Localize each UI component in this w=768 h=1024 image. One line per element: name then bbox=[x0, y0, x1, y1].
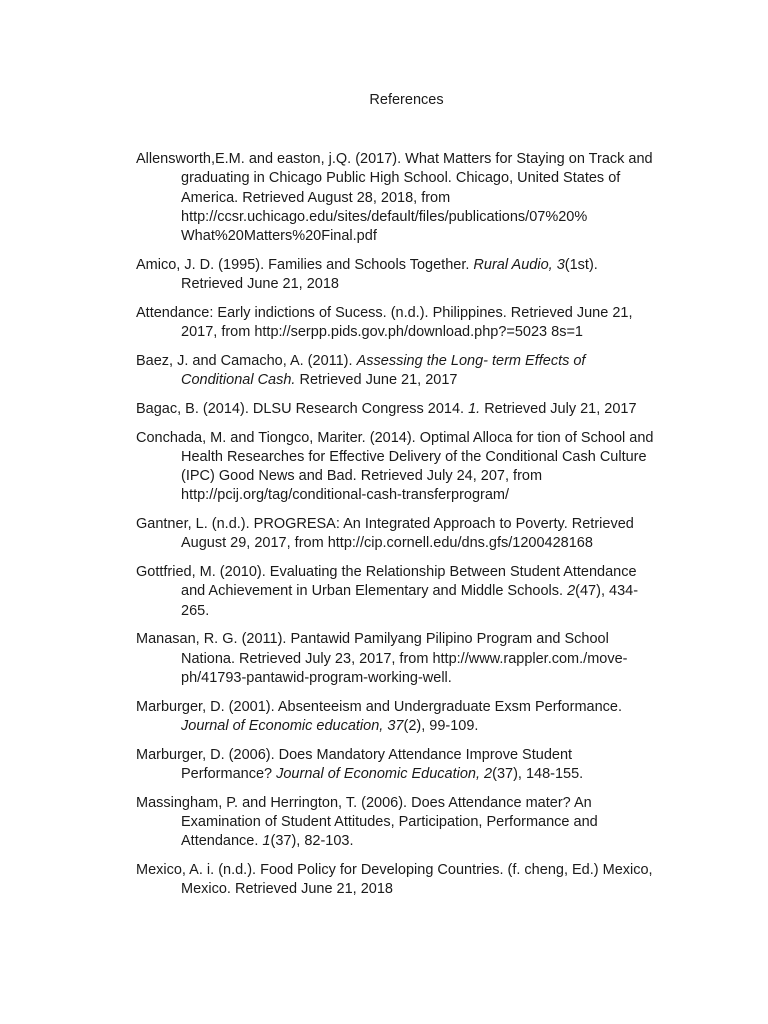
reference-item: Conchada, M. and Tiongco, Mariter. (2014). Optimal Alloca for tion of School and Health Researches for Effective Delivery of the Conditional Cash Culture (IPC) Good News and Bad. Retrieved July 24, 207, from http://pcij.org/tag/conditional-cash-transferprogram/ bbox=[136, 429, 654, 504]
page-title: References bbox=[369, 92, 444, 108]
reference-list bbox=[136, 150, 684, 909]
reference-item: Amico, J. D. (1995). Families and Schools Together. Rural Audio, 3(1st). Retrieved June 21, 2018 bbox=[136, 256, 598, 293]
reference-item: Gantner, L. (n.d.). PROGRESA: An Integrated Approach to Poverty. Retrieved August 29, 2017, from http://cip.cornell.edu/dns.gfs/1200428168 bbox=[136, 516, 634, 552]
reference-item: Manasan, R. G. (2011). Pantawid Pamilyang Pilipino Program and School Nationa. Retrieved July 23, 2017, from http://www.rappler.com./move- ph/41793-pantawid-program-working-well. bbox=[136, 631, 628, 686]
reference-item: Gottfried, M. (2010). Evaluating the Relationship Between Student Attendance and Achievement in Urban Elementary and Middle Schools. 2(47), 434- 265. bbox=[136, 564, 639, 619]
reference-item: Allensworth,E.M. and easton, j.Q. (2017). What Matters for Staying on Track and graduating in Chicago Public High School. Chicago, United States of America. Retrieved August 28, 2018, from http://ccsr.uchicago.edu/sites/default/files/publications/07%20% What%20Matters%20Final.pdf bbox=[136, 151, 653, 245]
reference-item: Baez, J. and Camacho, A. (2011). Assessing the Long- term Effects of Conditional Cash. Retrieved June 21, 2017 bbox=[136, 352, 586, 389]
reference-item: Attendance: Early indictions of Sucess. (n.d.). Philippines. Retrieved June 21, 2017, from http://serpp.pids.gov.ph/download.php?=5023 8s=1 bbox=[136, 304, 633, 341]
reference-item: Mexico, A. i. (n.d.). Food Policy for Developing Countries. (f. cheng, Ed.) Mexico, Mexico. Retrieved June 21, 2018 bbox=[136, 861, 653, 898]
reference-item: Marburger, D. (2001). Absenteeism and Undergraduate Exsm Performance. Journal of Economic education, 37(2), 99-109. bbox=[136, 698, 622, 734]
reference-item: Marburger, D. (2006). Does Mandatory Attendance Improve Student Performance? Journal of Economic Education, 2(37), 148-155. bbox=[136, 746, 584, 782]
reference-item: Massingham, P. and Herrington, T. (2006). Does Attendance mater? An Examination of Student Attitudes, Participation, Performance and Attendance. 1(37), 82-103. bbox=[136, 794, 598, 850]
reference-item: Bagac, B. (2014). DLSU Research Congress 2014. 1. Retrieved July 21, 2017 bbox=[136, 400, 637, 417]
